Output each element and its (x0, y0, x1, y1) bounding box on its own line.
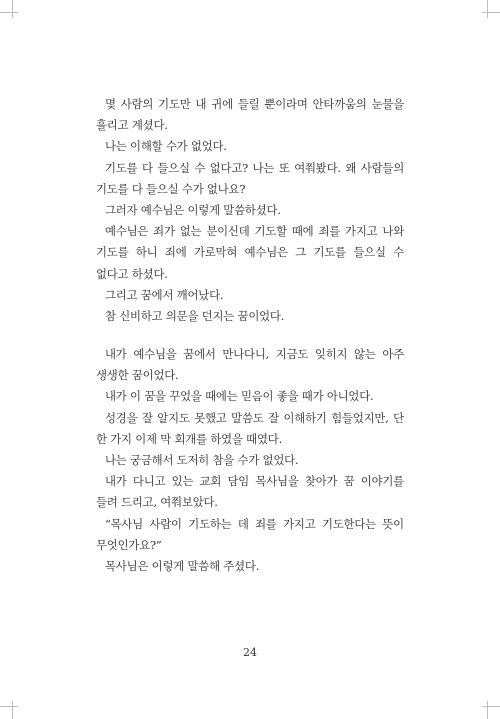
paragraph: 참 신비하고 의문을 던지는 꿈이었다. (105, 309, 285, 324)
body-text-section-1 (96, 94, 404, 327)
crop-mark-bottom-left (0, 706, 18, 707)
paragraph: 내가 이 꿈을 꾸었을 때에는 믿음이 좋을 때가 아니었다. (105, 389, 374, 404)
paragraph: 몇 사람의 기도만 내 귀에 들릴 뿐이라며 안타까움의 눈물을 흘리고 계셨다. (96, 97, 404, 133)
paragraph: 내가 예수님을 꿈에서 만나다니, 지금도 잊히지 않는 아주 생생한 꿈이었다. (96, 347, 404, 383)
paragraph: 나는 이해할 수가 없었다. (105, 139, 227, 154)
crop-mark-top-left (12, 0, 13, 18)
paragraph: 나는 궁금해서 도저히 참을 수가 없었다. (105, 453, 299, 468)
crop-mark-top-right (482, 12, 500, 13)
paragraph: 성경을 잘 알지도 못했고 말씀도 잘 이해하기 힘들었지만, 단 한 가지 이제 막 회개를 하였을 때였다. (96, 410, 404, 446)
crop-mark-bottom-right (482, 706, 500, 707)
paragraph: 그러자 예수님은 이렇게 말씀하셨다. (105, 203, 281, 218)
crop-mark-bottom-right (487, 701, 488, 719)
paragraph: 기도를 다 들으실 수 없다고? 나는 또 여쭤봤다. 왜 사람들의 기도를 다 들으실 수가 없나요? (96, 160, 404, 196)
paragraph: “목사님 사람이 기도하는 데 죄를 가지고 기도한다는 뜻이 무엇인가요?” (96, 516, 404, 552)
paragraph: 예수님은 죄가 없는 분이신데 기도할 때에 죄를 가지고 나와 기도를 하니 죄에 가로막혀 예수님은 그 기도를 들으실 수 없다고 하셨다. (96, 224, 404, 281)
page-number: 24 (243, 646, 257, 659)
crop-mark-bottom-left (12, 701, 13, 719)
body-text-section-2 (96, 344, 404, 577)
crop-mark-top-left (0, 12, 18, 13)
paragraph: 내가 다니고 있는 교회 담임 목사님을 찾아가 꿈 이야기를 들려 드리고, 여쭤보았다. (96, 474, 404, 510)
crop-mark-top-right (487, 0, 488, 18)
paragraph: 그리고 꿈에서 깨어났다. (105, 287, 224, 302)
paragraph: 목사님은 이렇게 말씀해 주셨다. (105, 559, 260, 574)
